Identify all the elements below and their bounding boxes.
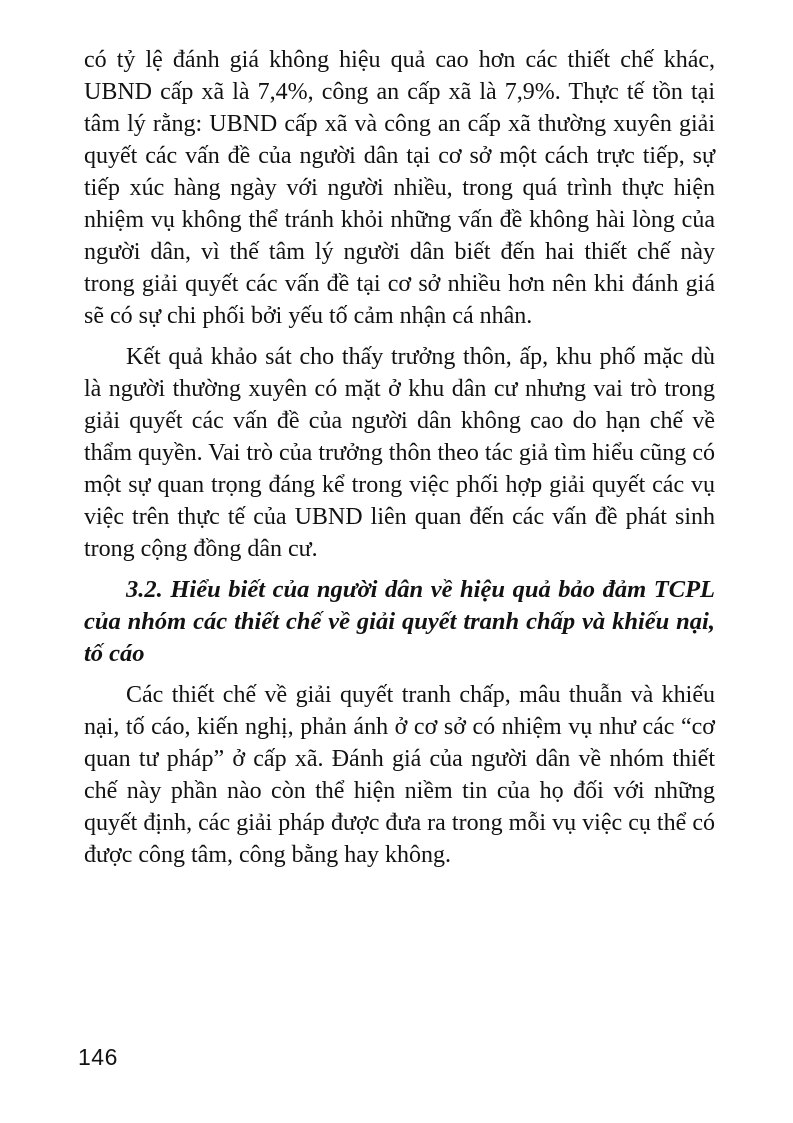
section-heading-3-2: 3.2. Hiểu biết của người dân về hiệu quả bảo đảm TCPL của nhóm các thiết chế về giải quyết tranh chấp và khiếu nại, tố cáo — [84, 576, 715, 667]
page-number: 146 — [78, 1044, 118, 1070]
page-text-block — [84, 44, 715, 880]
body-paragraph-continuation: có tỷ lệ đánh giá không hiệu quả cao hơn các thiết chế khác, UBND cấp xã là 7,4%, công an cấp xã là 7,9%. Thực tế tồn tại tâm lý rằng: UBND cấp xã và công an cấp xã thường xuyên giải quyết các vấn đề của người dân tại cơ sở một cách trực tiếp, sự tiếp xúc hàng ngày với người nhiều, trong quá trình thực hiện nhiệm vụ không thể tránh khỏi những vấn đề không hài lòng của người dân, vì thế tâm lý người dân biết đến hai thiết chế này trong giải quyết các vấn đề tại cơ sở nhiều hơn nên khi đánh giá sẽ có sự chi phối bởi yếu tố cảm nhận cá nhân. — [84, 47, 715, 329]
body-paragraph-survey-results: Kết quả khảo sát cho thấy trưởng thôn, ấp, khu phố mặc dù là người thường xuyên có mặt ở khu dân cư nhưng vai trò trong giải quyết các vấn đề của người dân không cao do hạn chế về thẩm quyền. Vai trò của trưởng thôn theo tác giả tìm hiểu cũng có một sự quan trọng đáng kể trong việc phối hợp giải quyết các vụ việc trên thực tế của UBND liên quan đến các vấn đề phát sinh trong cộng đồng dân cư. — [84, 344, 715, 562]
body-paragraph-institutions: Các thiết chế về giải quyết tranh chấp, mâu thuẫn và khiếu nại, tố cáo, kiến nghị, phản ánh ở cơ sở có nhiệm vụ như các “cơ quan tư pháp” ở cấp xã. Đánh giá của người dân về nhóm thiết chế này phần nào còn thể hiện niềm tin của họ đối với những quyết định, các giải pháp được đưa ra trong mỗi vụ việc cụ thể có được công tâm, công bằng hay không. — [84, 682, 715, 868]
